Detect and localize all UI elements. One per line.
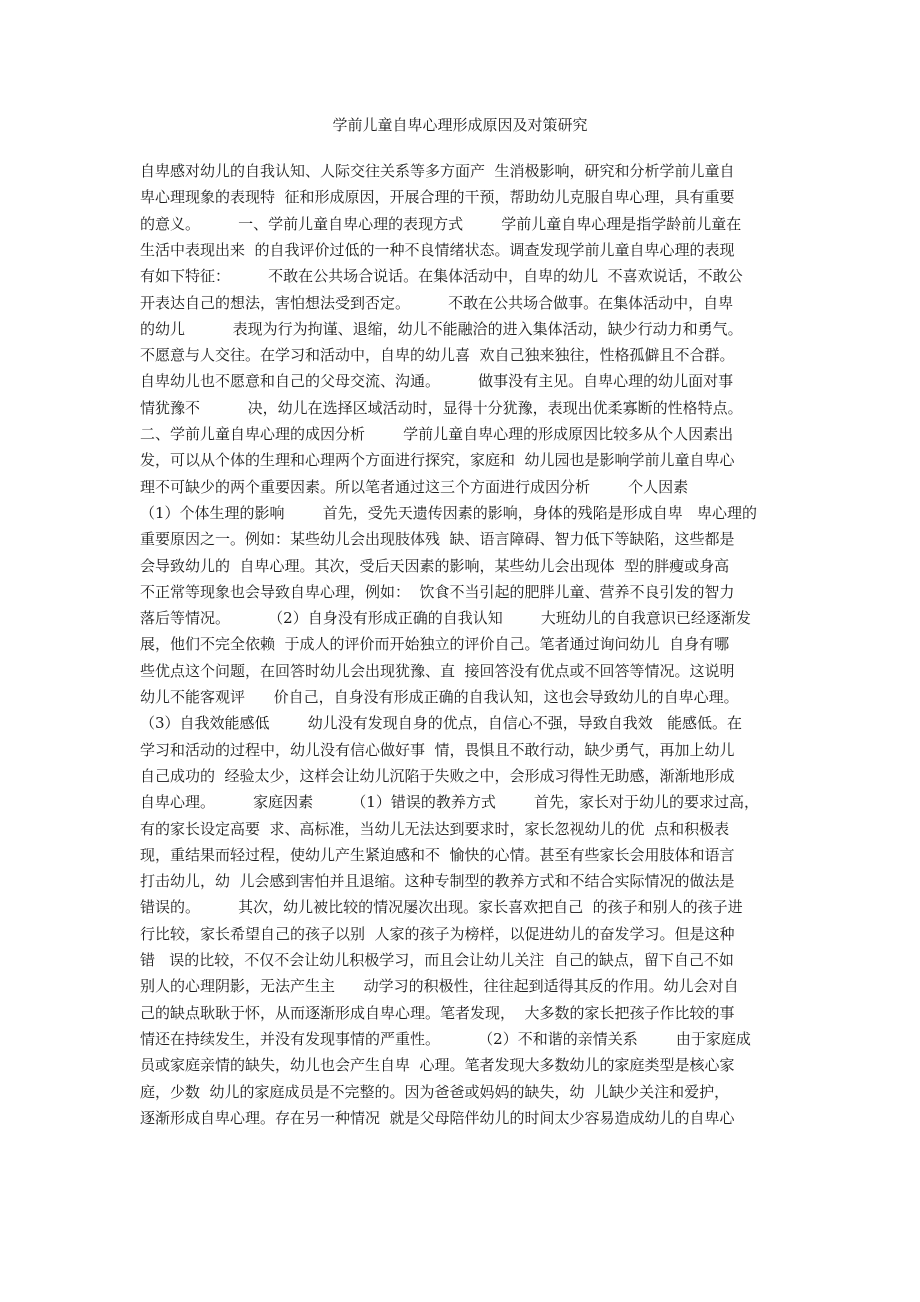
paragraph-line: 不正常等现象也会导致自卑心理，例如： 饮食不当引起的肥胖儿童、营养不良引发的智力: [140, 582, 735, 601]
paragraph-line: 现，重结果而轻过程，使幼儿产生紧迫感和不 愉快的心情。甚至有些家长会用肢体和语言: [140, 845, 735, 864]
paragraph-line: 重要原因之一。例如：某些幼儿会出现肢体残 缺、语言障碍、智力低下等缺陷，这些都是: [140, 530, 735, 549]
paragraph-line: 二、学前儿童自卑心理的成因分析 学前儿童自卑心理的形成原因比较多从个人因素出: [140, 425, 734, 443]
paragraph-line: 自卑心理。 家庭因素 （1）错误的教养方式 首先，家长对于幼儿的要求过高，: [140, 793, 759, 812]
paragraph-line: 打击幼儿，幼 儿会感到害怕并且退缩。这种专制型的教养方式和不结合实际情况的做法是: [140, 872, 735, 891]
paragraph-line: 落后等情况。 （2）自身没有形成正确的自我认知 大班幼儿的自我意识已经逐渐发: [140, 609, 751, 628]
document-title: 学前儿童自卑心理形成原因及对策研究: [332, 116, 588, 134]
paragraph-line: （1）个体生理的影响 首先，受先天遗传因素的影响，身体的残陷是形成自卑 卑心理的: [140, 503, 757, 522]
paragraph-line: 错 误的比较，不仅不会让幼儿积极学习，而且会让幼儿关注 自己的缺点，留下自己不如: [140, 951, 734, 969]
paragraph-line: 自卑幼儿也不愿意和自己的父母交流、沟通。 做事没有主见。自卑心理的幼儿面对事: [140, 372, 734, 391]
paragraph-line: 会导致幼儿的 自卑心理。其次，受后天因素的影响，某些幼儿会出现体 型的胖瘦或身高: [140, 556, 730, 575]
paragraph-line: 行比较，家长希望自己的孩子以别 人家的孩子为榜样，以促进幼儿的奋发学习。但是这种: [140, 924, 735, 943]
paragraph-line: 自卑感对幼儿的自我认知、人际交往关系等多方面产 生消极影响，研究和分析学前儿童自: [140, 162, 735, 180]
paragraph-line: 展，他们不完全依赖 于成人的评价而开始独立的评价自己。笔者通过询问幼儿 自身有哪: [140, 635, 730, 654]
paragraph-line: 发，可以从个体的生理和心理两个方面进行探究，家庭和 幼儿园也是影响学前儿童自卑心: [140, 451, 735, 470]
paragraph-line: 有如下特征： 不敢在公共场合说话。在集体活动中，自卑的幼儿 不喜欢说话，不敢公: [140, 267, 743, 286]
paragraph-line: 员或家庭亲情的缺失，幼儿也会产生自卑 心理。笔者发现大多数幼儿的家庭类型是核心家: [140, 1056, 735, 1075]
paragraph-line: 逐渐形成自卑心理。存在另一种情况 就是父母陪伴幼儿的时间太少容易造成幼儿的自卑心: [140, 1108, 735, 1127]
paragraph-line: 的幼儿 表现为行为拘谨、退缩，幼儿不能融洽的进入集体活动，缺少行动力和勇气。: [140, 319, 743, 338]
paragraph-line: 有的家长设定高要 求、高标准，当幼儿无法达到要求时，家长忽视幼儿的优 点和积极表: [140, 819, 730, 838]
paragraph-line: 理不可缺少的两个重要因素。所以笔者通过这三个方面进行成因分析 个人因素: [140, 477, 689, 496]
paragraph-line: 的意义。 一、学前儿童自卑心理的表现方式 学前儿童自卑心理是指学龄前儿童在: [140, 214, 742, 233]
paragraph-line: 卑心理现象的表现特 征和形成原因，开展合理的干预，帮助幼儿克服自卑心理，具有重要: [140, 188, 735, 207]
paragraph-line: 庭，少数 幼儿的家庭成员是不完整的。因为爸爸或妈妈的缺失，幼 儿缺少关注和爱护，: [140, 1082, 730, 1101]
paragraph-line: 情还在持续发生，并没有发现事情的严重性。 （2）不和谐的亲情关系 由于家庭成: [140, 1029, 751, 1048]
paragraph-line: 些优点这个问题，在回答时幼儿会出现犹豫、直 接回答没有优点或不回答等情况。这说明: [140, 661, 735, 680]
paragraph-line: 开表达自己的想法，害怕想法受到否定。 不敢在公共场合做事。在集体活动中，自卑: [140, 293, 734, 312]
paragraph-line: 学习和活动的过程中，幼儿没有信心做好事 情，畏惧且不敢行动，缺少勇气，再加上幼儿: [140, 740, 735, 759]
paragraph-line: 错误的。 其次，幼儿被比较的情况屡次出现。家长喜欢把自己 的孩子和别人的孩子进: [140, 898, 743, 917]
paragraph-line: 别人的心理阴影，无法产生主 动学习的积极性，往往起到适得其反的作用。幼儿会对自: [140, 977, 739, 996]
paragraph-line: 不愿意与人交往。在学习和活动中，自卑的幼儿喜 欢自己独来独往，性格孤僻且不合群。: [140, 346, 735, 365]
paragraph-line: 己的缺点耿耿于怀，从而逐渐形成自卑心理。笔者发现， 大多数的家长把孩子作比较的事: [140, 1003, 735, 1022]
paragraph-line: 生活中表现出来 的自我评价过低的一种不良情绪状态。调查发现学前儿童自卑心理的表现: [140, 240, 735, 259]
paragraph-line: 幼儿不能客观评 价自己，自身没有形成正确的自我认知，这也会导致幼儿的自卑心理。: [140, 688, 739, 706]
paragraph-line: 情犹豫不 决，幼儿在选择区域活动时，显得十分犹豫，表现出优柔寡断的性格特点。: [140, 398, 743, 417]
paragraph-line: 自己成功的 经验太少，这样会让幼儿沉陷于失败之中，会形成习得性无助感，渐渐地形成: [140, 766, 735, 785]
paragraph-line: （3）自我效能感低 幼儿没有发现自身的优点，自信心不强，导致自我效 能感低。在: [140, 714, 742, 733]
